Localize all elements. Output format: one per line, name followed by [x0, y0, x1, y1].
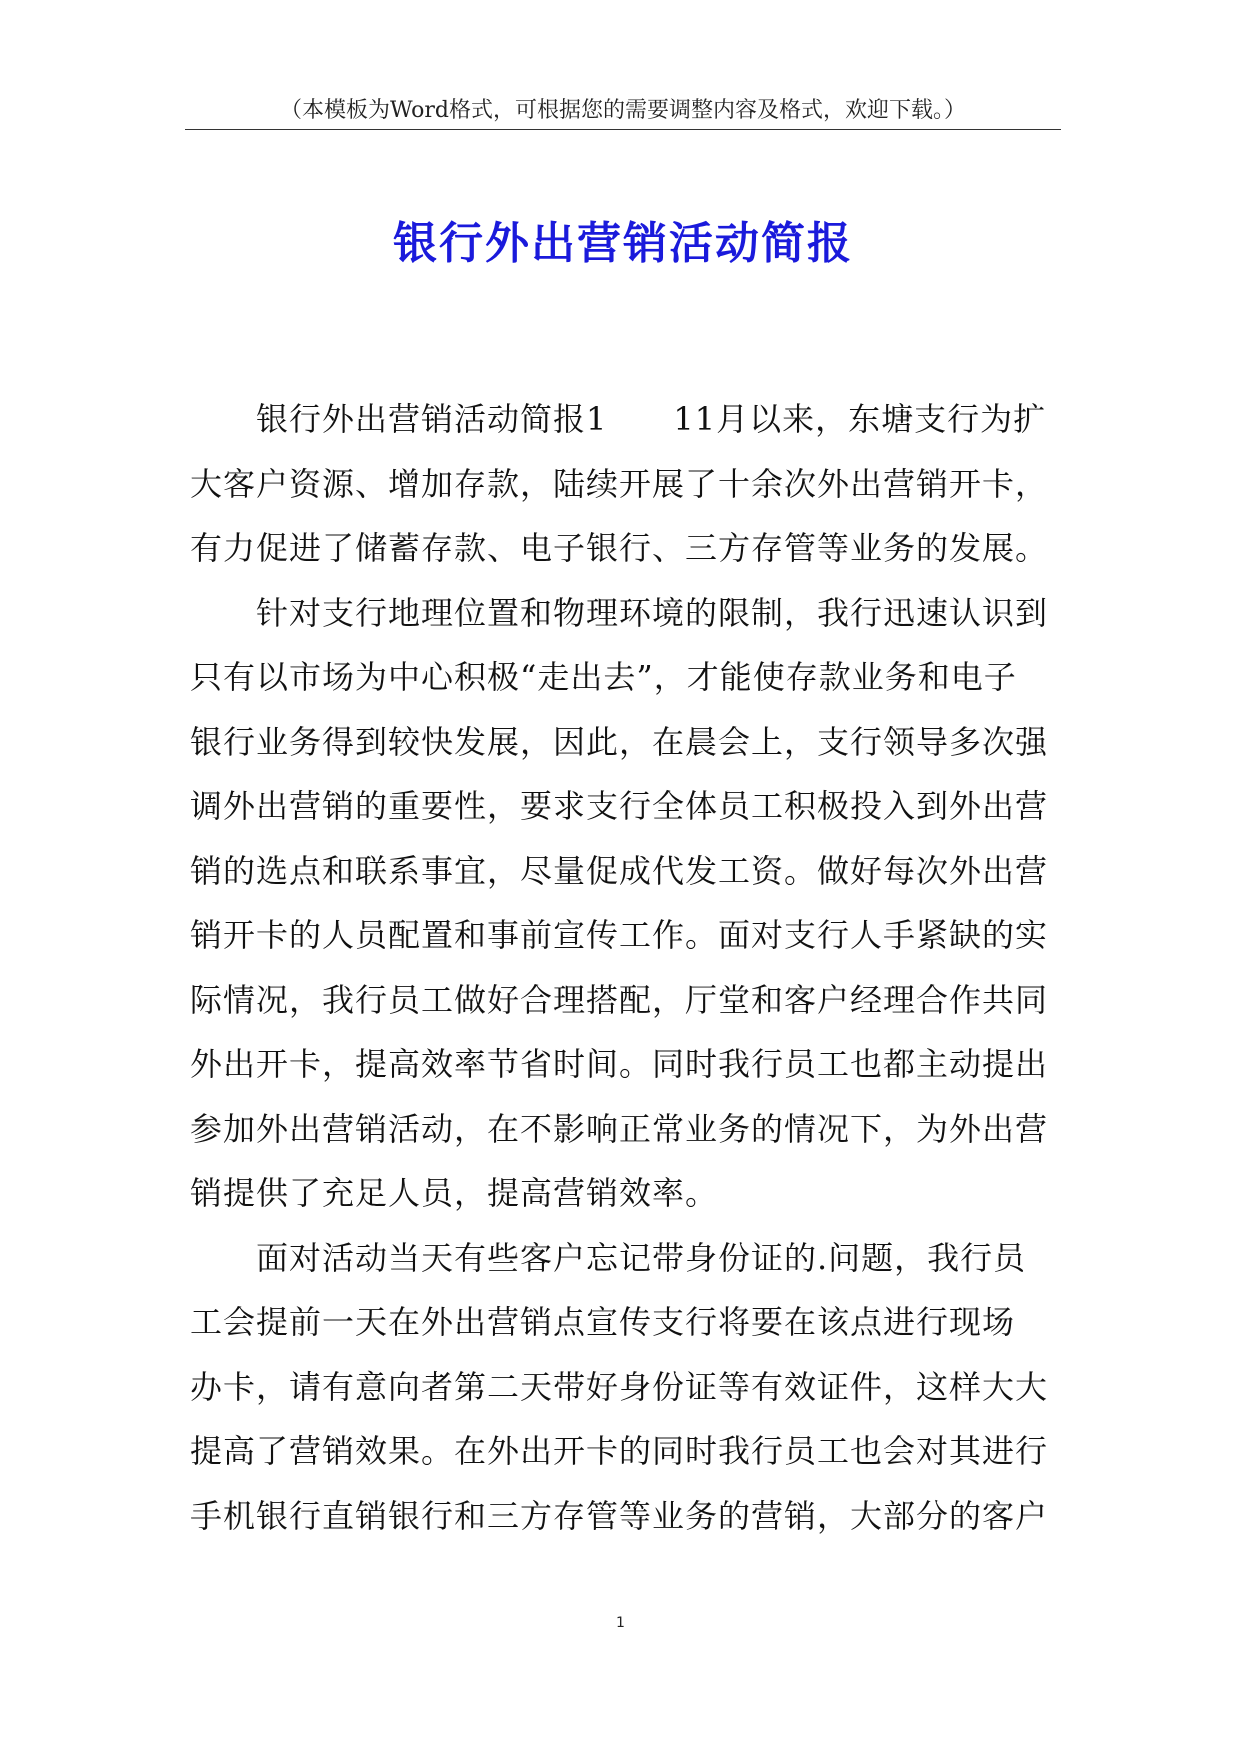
body-line: 际情况，我行员工做好合理搭配，厅堂和客户经理合作共同 [190, 980, 1049, 1019]
body-line: 银行业务得到较快发展，因此，在晨会上，支行领导多次强 [190, 722, 1049, 761]
body-line: 大客户资源、增加存款，陆续开展了十余次外出营销开卡， [190, 464, 1049, 503]
body-line: 有力促进了储蓄存款、电子银行、三方存管等业务的发展。 [190, 529, 1049, 567]
document-title: 银行外出营销活动简报 [393, 218, 853, 269]
header-divider [185, 129, 1061, 130]
body-line: 提高了营销效果。在外出开卡的同时我行员工也会对其进行 [190, 1432, 1049, 1470]
body-line: 销提供了充足人员，提高营销效率。 [190, 1174, 719, 1212]
body-line: 工会提前一天在外出营销点宣传支行将要在该点进行现场 [190, 1303, 1016, 1341]
body-line: 手机银行直销银行和三方存管等业务的营销，大部分的客户 [190, 1496, 1049, 1535]
body-line: 参加外出营销活动，在不影响正常业务的情况下，为外出营 [190, 1109, 1049, 1148]
body-line: 只有以市场为中心积极“走出去”，才能使存款业务和电子 [190, 658, 1017, 696]
body-line: 办卡，请有意向者第二天带好身份证等有效证件，这样大大 [190, 1367, 1049, 1406]
body-line: 外出开卡，提高效率节省时间。同时我行员工也都主动提出 [190, 1045, 1049, 1083]
body-line: 销开卡的人员配置和事前宣传工作。面对支行人手紧缺的实 [190, 916, 1049, 954]
template-header-note: （本模板为Word格式，可根据您的需要调整内容及格式，欢迎下载。） [280, 98, 966, 123]
body-line: 面对活动当天有些客户忘记带身份证的.问题，我行员 [256, 1238, 1027, 1277]
page-number: 1 [616, 1615, 625, 1631]
document-body [190, 387, 1070, 1548]
body-line: 调外出营销的重要性，要求支行全体员工积极投入到外出营 [190, 787, 1049, 825]
body-line: 银行外出营销活动简报1 11月以来，东塘支行为扩 [256, 400, 1047, 438]
body-line: 针对支行地理位置和物理环境的限制，我行迅速认识到 [256, 593, 1049, 632]
body-line: 销的选点和联系事宜，尽量促成代发工资。做好每次外出营 [190, 851, 1049, 890]
